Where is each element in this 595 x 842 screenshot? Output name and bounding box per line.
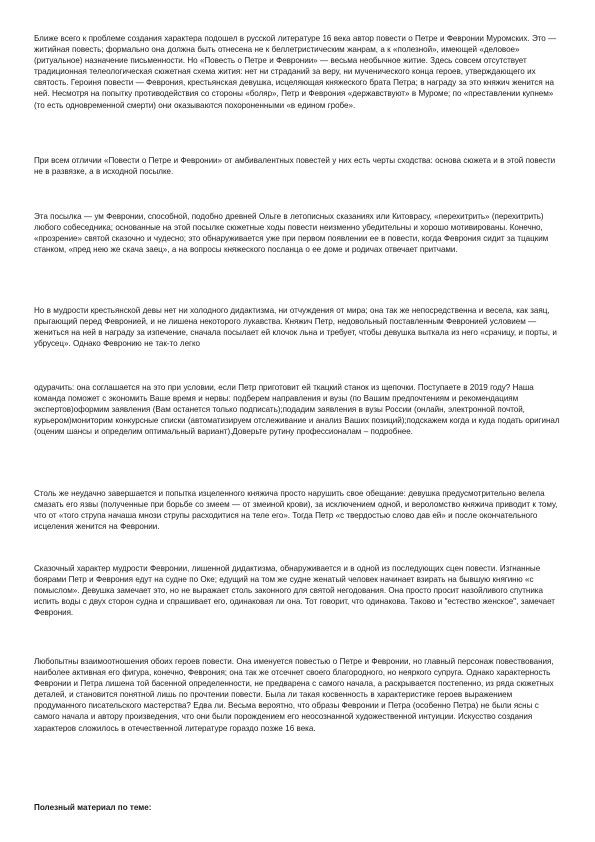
paragraph-3: Эта посылка — ум Февронии, способной, подобно древней Ольге в летописных сказаниях или Китоврасу, «перехитрить» (перехитрить) любого собеседника; основанные на этой посылке сюжетные ходы повести неизменно убедительны и хорошо мотивированы. Конечно, «прозрение» святой сказочно и чудесно; это обнаруживается уже при первом появлении ее в повести, когда Феврония сидит за тцацким станком, «пред нею же скача заец», а на вопросы княжеского посланца о ее доме и родичах отвечает притчами. xyxy=(34,212,549,255)
paragraph-7: Сказочный характер мудрости Февронии, лишенной дидактизма, обнаруживается и в одной из последующих сцен повести. Изгнанные боярами Петр и Феврония едут на судне по Оке; едущий на том же судне женатый человек начинает взирать на бывшую княгиню «с помыслом». Девушка замечает это, но не выражает столь законного для святой негодования. Она просто просит назойливого спутника испить воды с двух сторон судна и спрашивает его, одинаковая ли она. Тот говорит, что одинакова. Таково и "естество женское", замечает Феврония. xyxy=(34,564,555,618)
paragraph-8: Любопытны взаимоотношения обоих героев повести. Она именуется повестью о Петре и Февронии, но главный персонаж повествования, наиболее активная его фигура, конечно, Феврония; она так же отсечнет своего благородного, но неяркого супруга. Однако характерность Февронии и Петра лишена той басенной определенности, не предварена с самого начала, а раскрывается постепенно, из ряда сюжетных деталей, и становится понятной лишь по прочтении повести. Была ли такая косвенность в характеристике героев выражением продуманного писательского мастерства? Едва ли. Весьма вероятно, что образы Февронии и Петра (особенно Петра) не были ясны с самого начала и автору произведения, что они были порождением его неосознанной художественной интуиции. Искусство создания характеров сложилось в отечественной литературе гораздо позже 16 века. xyxy=(34,657,554,733)
paragraph-1: Ближе всего к проблеме создания характера подошел в русской литературе 16 века автор повести о Петре и Февронии Муромских. Это — житийная повесть; формально она должна быть отнесена не к беллетристическим жанрам, а к «полезной», имеющей «деловое» (ритуальное) назначение письменности. Но «Повесть о Петре и Февронии» — весьма необычное житие. Здесь совсем отсутствует традиционная телеологическая сюжетная схема жития: нет ни страданий за веру, ни мученического конца героев, утверждающего их святость. Героиня повести — Феврония, крестьянская девушка, исцеляющая княжеского брата Петра; в награду за это княжич женится на ней. Несмотря на попытку противодействия со стороны «боляр», Петр и Феврония «державствуют» в Муроме; по «преставлении купнем» (то есть одновременной смерти) они оказываются похороненными «в едином гробе». xyxy=(34,34,557,110)
paragraph-5: одурачить: она соглашается на это при условии, если Петр приготовит ей ткацкий станок из щепочки. Поступаете в 2019 году? Наша команда поможет с экономить Ваше время и нервы: подберем направления и вузы (по Вашим предпочтениям и рекомендациям экспертов)оформим заявления (Вам останется только подписать);подадим заявления в вузы России (онлайн, электронной почтой, курьером)мониторим конкурсные списки (автоматизируем отслеживание и анализ Ваших позиций);подскажем когда и куда подать оригинал (оценим шансы и определим оптимальный вариант).Доверьте рутину профессионалам – подробнее. xyxy=(34,383,560,437)
paragraph-2: При всем отличии «Повести о Петре и Февронии» от амбивалентных повестей у них есть черты сходства: основа сюжета и в этой повести не в развязке, а в исходной посылке. xyxy=(34,156,556,177)
paragraph-4: Но в мудрости крестьянской девы нет ни холодного дидактизма, ни отчуждения от мира; она так же непосредственна и весела, как заяц, прыгающий перед Февронией, и не лишена некоторого лукавства. Княжич Петр, недовольный поставленным Февронией условием — жениться на ней в награду за изпечение, сначала посылает ей клочок льна и требует, чтобы девушка выткала из него «срачицу, и порты, и убрусец». Однако Февронию не так-то легко xyxy=(34,306,557,349)
paragraph-6: Столь же неудачно завершается и попытка изцеленного княжича просто нарушить свое обещание: девушка предусмотрительно велела смазать его язвы (полученные при борьбе со змеем — от змеиной крови), за исключением одной, и вероломство княжича приводит к тому, что от «того струпа начаша мнози струпы расходитися на теле его». Тогда Петр «с твердостью слово дав ей» и после окончательного исцеления женится на Февронии. xyxy=(34,489,558,532)
useful-material-heading: Полезный материал по теме: xyxy=(34,803,152,812)
